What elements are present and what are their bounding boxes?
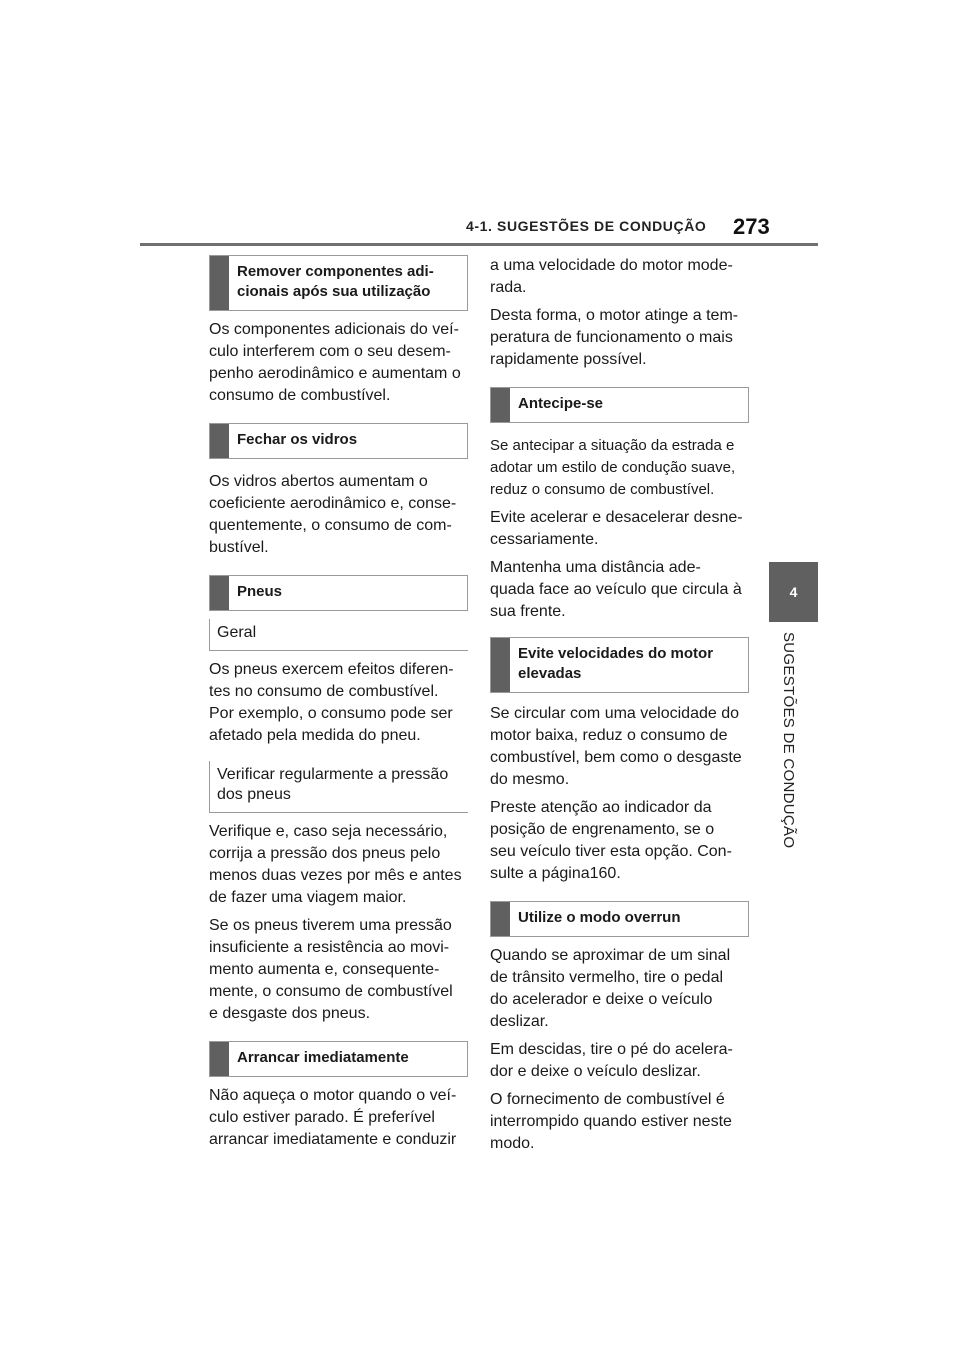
section-heading [209, 423, 468, 459]
paragraph: Os vidros abertos aumentam o coeficiente aerodinâmico e, conse- quentemente, o consumo de com- bustível. [209, 473, 457, 556]
heading-text: Utilize o modo overrun [518, 909, 681, 926]
heading-text: Fechar os vidros [237, 431, 358, 448]
header-rule [140, 243, 818, 246]
section-heading [209, 575, 468, 611]
heading-text: Antecipe-se [518, 395, 604, 412]
section-heading [490, 901, 749, 937]
paragraph: Os pneus exercem efeitos diferen- tes no consumo de combustível. Por exemplo, o consumo pode ser afetado pela medida do pneu. [209, 661, 454, 744]
paragraph: Se circular com uma velocidade do motor baixa, reduz o consumo de combustível, bem como o desgaste do mesmo. [490, 705, 742, 788]
section-heading [490, 637, 749, 693]
paragraph: Em descidas, tire o pé do acelera- dor e deixe o veículo deslizar. [490, 1041, 733, 1080]
heading-text: Arrancar imediatamente [237, 1049, 409, 1066]
section-heading [209, 1041, 468, 1077]
heading-text: Evite velocidades do motor elevadas [518, 645, 714, 682]
section-heading [490, 387, 749, 423]
right-column [490, 255, 749, 1161]
subheading: Geral [209, 619, 468, 651]
paragraph: Não aqueça o motor quando o veí- culo estiver parado. É preferível arrancar imediatamente e conduzir [209, 1087, 457, 1148]
heading-text: Pneus [237, 583, 283, 600]
page-number: 273 [733, 214, 770, 239]
heading-text: Remover componentes adi- cionais após sua utilização [237, 263, 434, 300]
paragraph: Desta forma, o motor atinge a tem- peratura de funcionamento o mais rapidamente possível. [490, 307, 739, 368]
subheading: Verificar regularmente a pressão dos pneus [209, 761, 468, 813]
paragraph: Se os pneus tiverem uma pressão insuficiente a resistência ao movi- mento aumenta e, consequente- mente, o consumo de combustível e desgaste dos pneus. [209, 917, 453, 1022]
paragraph: Quando se aproximar de um sinal de trânsito vermelho, tire o pedal do acelerador e deixe o veículo deslizar. [490, 947, 731, 1030]
paragraph: Se antecipar a situação da estrada e adotar um estilo de condução suave, reduz o consumo de combustível. [490, 437, 736, 498]
chapter-tab: 4 [769, 562, 818, 622]
paragraph: Evite acelerar e desacelerar desne- cessariamente. [490, 509, 743, 548]
left-column [209, 255, 468, 1157]
paragraph: Mantenha uma distância ade- quada face ao veículo que circula à sua frente. [490, 559, 742, 620]
chapter-side-label: SUGESTÕES DE CONDUÇÃO [780, 632, 797, 849]
section-heading [209, 255, 468, 311]
section-title: 4-1. SUGESTÕES DE CONDUÇÃO [466, 218, 707, 234]
paragraph: Verifique e, caso seja necessário, corrija a pressão dos pneus pelo menos duas vezes por mês e antes de fazer uma viagem maior. [209, 823, 462, 906]
paragraph: Preste atenção ao indicador da posição de engrenamento, se o seu veículo tiver esta opção. Con- sulte a página160. [490, 799, 732, 882]
paragraph: Os componentes adicionais do veí- culo interferem com o seu desem- penho aerodinâmico e aumentam o consumo de combustível. [209, 321, 461, 404]
paragraph: a uma velocidade do motor mode- rada. [490, 257, 733, 296]
paragraph: O fornecimento de combustível é interrompido quando estiver neste modo. [490, 1091, 732, 1152]
